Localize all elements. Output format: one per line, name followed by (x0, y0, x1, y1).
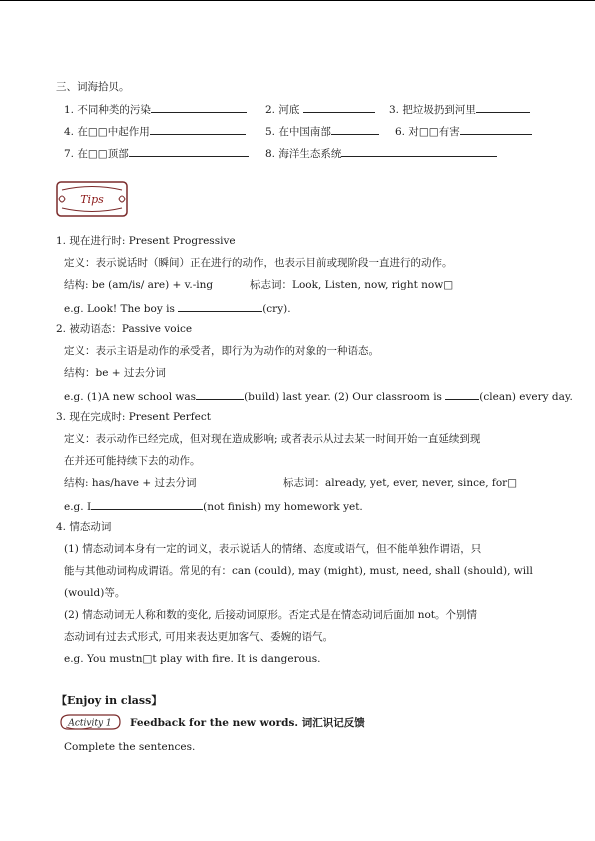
grammar-1-definition: 定义：表示说话时（瞬间）正在进行的动作，也表示目前或现阶段一直进行的动作。 (64, 257, 453, 269)
top-rule (0, 0, 595, 1)
answer-blank[interactable] (150, 123, 246, 135)
vocab-item-1: 1. 不同种类的污染 (64, 101, 247, 117)
grammar-4-point1-line1: (1) 情态动词本身有一定的词义，表示说话人的情绪、态度或语气，但不能单独作谓语，只 (64, 543, 482, 555)
tips-badge-label: Tips (80, 193, 104, 206)
answer-blank[interactable] (151, 101, 247, 113)
answer-blank[interactable] (460, 123, 532, 135)
grammar-3-marker: 标志词：already, yet, ever, never, since, for□ (283, 477, 518, 489)
grammar-1-example: e.g. Look! The boy is (cry). (64, 300, 291, 316)
answer-blank[interactable] (129, 145, 249, 157)
vocab-item-5: 5. 在中国南部 (265, 123, 379, 139)
grammar-2-example: e.g. (1)A new school was (build) last year. (2) Our classroom is (clean) every day. (64, 388, 573, 404)
vocab-heading: 三、词海拾贝。 (56, 81, 130, 93)
grammar-3-definition-line2: 在并还可能持续下去的动作。 (64, 455, 201, 467)
vocab-item-6: 6. 对□□有害 (395, 123, 532, 139)
grammar-4-point2-line1: (2) 情态动词无人称和数的变化, 后接动词原形。否定式是在情态动词后面加 not。个别情 (64, 609, 478, 621)
activity-title: Feedback for the new words. 词汇识记反馈 (130, 717, 365, 729)
grammar-2-definition: 定义：表示主语是动作的承受者，即行为为动作的对象的一种语态。 (64, 345, 379, 357)
grammar-2-title: 2. 被动语态：Passive voice (56, 323, 193, 335)
grammar-4-point1-line2: 能与其他动词构成谓语。常见的有：can (could), may (might), must, need, shall (should), will (64, 565, 533, 577)
answer-blank[interactable] (476, 101, 530, 113)
answer-blank[interactable] (196, 388, 244, 400)
tips-badge-icon (56, 181, 128, 217)
grammar-3-definition-line1: 定义：表示动作已经完成，但对现在造成影响; 或者表示从过去某一时间开始一直延续到现 (64, 433, 481, 445)
vocab-item-7: 7. 在□□顶部 (64, 145, 249, 161)
grammar-3-title: 3. 现在完成时: Present Perfect (56, 411, 211, 423)
vocab-item-2: 2. 河底 (265, 101, 375, 117)
grammar-1-title: 1. 现在进行时: Present Progressive (56, 235, 236, 247)
answer-blank[interactable] (341, 145, 497, 157)
activity-badge-label: Activity 1 (68, 718, 112, 729)
grammar-4-example: e.g. You mustn□t play with fire. It is dangerous. (64, 653, 321, 665)
answer-blank[interactable] (91, 498, 203, 510)
grammar-1-structure: 结构: be (am/is/ are) + v.-ing (64, 279, 214, 291)
enjoy-heading: 【Enjoy in class】 (56, 694, 163, 707)
answer-blank[interactable] (331, 123, 379, 135)
vocab-item-4: 4. 在□□中起作用 (64, 123, 246, 139)
activity-badge-icon (58, 713, 122, 731)
answer-blank[interactable] (303, 101, 375, 113)
grammar-2-structure: 结构：be + 过去分词 (64, 367, 166, 379)
grammar-4-point2-line2: 态动词有过去式形式, 可用来表达更加客气、委婉的语气。 (64, 631, 334, 643)
activity-instruction: Complete the sentences. (64, 741, 196, 753)
grammar-1-marker: 标志词：Look, Listen, now, right now□ (250, 279, 454, 291)
grammar-4-point1-line3: (would)等。 (64, 587, 126, 599)
grammar-3-structure: 结构: has/have + 过去分词 (64, 477, 197, 489)
vocab-item-3: 3. 把垃圾扔到河里 (389, 101, 530, 117)
answer-blank[interactable] (178, 300, 262, 312)
answer-blank[interactable] (445, 388, 479, 400)
vocab-item-8: 8. 海洋生态系统 (265, 145, 497, 161)
grammar-3-example: e.g. I (not finish) my homework yet. (64, 498, 363, 514)
grammar-4-title: 4. 情态动词 (56, 521, 112, 533)
